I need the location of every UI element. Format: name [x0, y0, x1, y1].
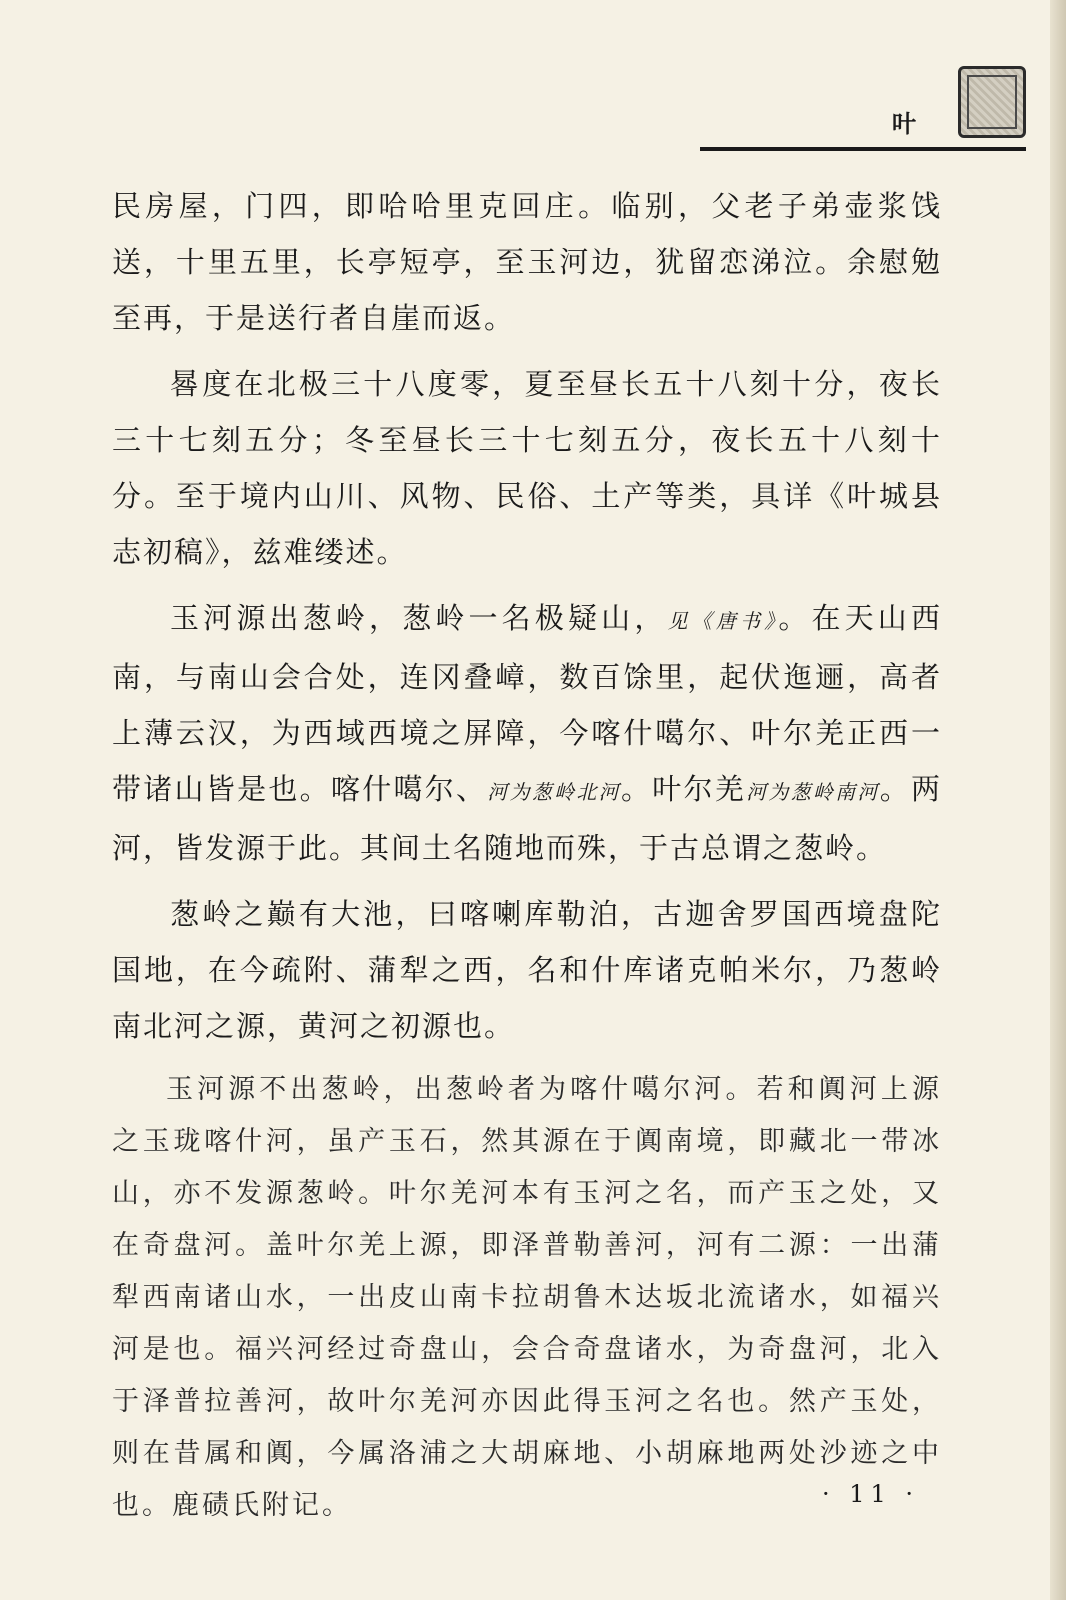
text-run: 葱岭之巅有大池，曰喀喇库勒泊，古迦舍罗国西境盘陀国地，在今疏附、蒲犁之西，名和什库诸克帕米尔，乃葱岭南北河之源，黄河之初源也。 — [112, 897, 942, 1043]
inline-annotation: 见《唐书》 — [667, 609, 779, 633]
paragraph — [112, 356, 942, 580]
page-edge — [1050, 0, 1066, 1600]
seal-inner-border — [967, 75, 1017, 129]
inline-annotation: 河为葱岭北河 — [487, 780, 621, 804]
header-rule — [700, 147, 1026, 151]
text-run: 。叶尔羌 — [620, 772, 747, 806]
text-run: 。在天山西南，与南山会合处，连冈叠嶂，数百馀里，起伏迤逦，高者上薄云汉，为西域西境之屏障，今喀什噶尔、叶尔羌正西一带诸山皆是也。喀什噶尔、 — [112, 601, 942, 806]
seal-stamp-icon — [958, 66, 1026, 138]
running-header-title: 叶 — [892, 109, 917, 138]
inline-annotation: 河为葱岭南河 — [746, 780, 880, 804]
author-note: 玉河源不出葱岭，出葱岭者为喀什噶尔河。若和阗河上源之玉珑喀什河，虽产玉石，然其源在于阗南境，即藏北一带冰山，亦不发源葱岭。叶尔羌河本有玉河之名，而产玉之处，又在奇盘河。盖叶尔羌上源，即泽普勒善河，河有二源：一出蒲犁西南诸山水，一出皮山南卡拉胡鲁木达坂北流诸水，如福兴河是也。福兴河经过奇盘山，会合奇盘诸水，为奇盘河，北入于泽普拉善河，故叶尔羌河亦因此得玉河之名也。然产玉处，则在昔属和阗，今属洛浦之大胡麻地、小胡麻地两处沙迹之中也。鹿碛氏附记。 — [112, 1074, 942, 1521]
text-run: 民房屋，门四，即哈哈里克回庄。临别，父老子弟壶浆饯送，十里五里，长亭短亭，至玉河边，犹留恋涕泣。余慰勉至再，于是送行者自崖而返。 — [112, 189, 942, 335]
paragraph — [112, 886, 942, 1054]
text-run: 晷度在北极三十八度零，夏至昼长五十八刻十分，夜长三十七刻五分；冬至昼长三十七刻五分，夜长五十八刻十分。至于境内山川、风物、民俗、土产等类，具详《叶城县志初稿》，兹难缕述。 — [112, 367, 942, 569]
text-run: 玉河源出葱岭，葱岭一名极疑山， — [170, 601, 668, 635]
page-number: · 11 · — [822, 1480, 920, 1508]
paragraph — [112, 590, 942, 876]
text-run: 。两河，皆发源于此。其间土名随地而殊，于古总谓之葱岭。 — [112, 772, 942, 865]
body-text — [112, 178, 942, 1532]
paragraph — [112, 178, 942, 346]
